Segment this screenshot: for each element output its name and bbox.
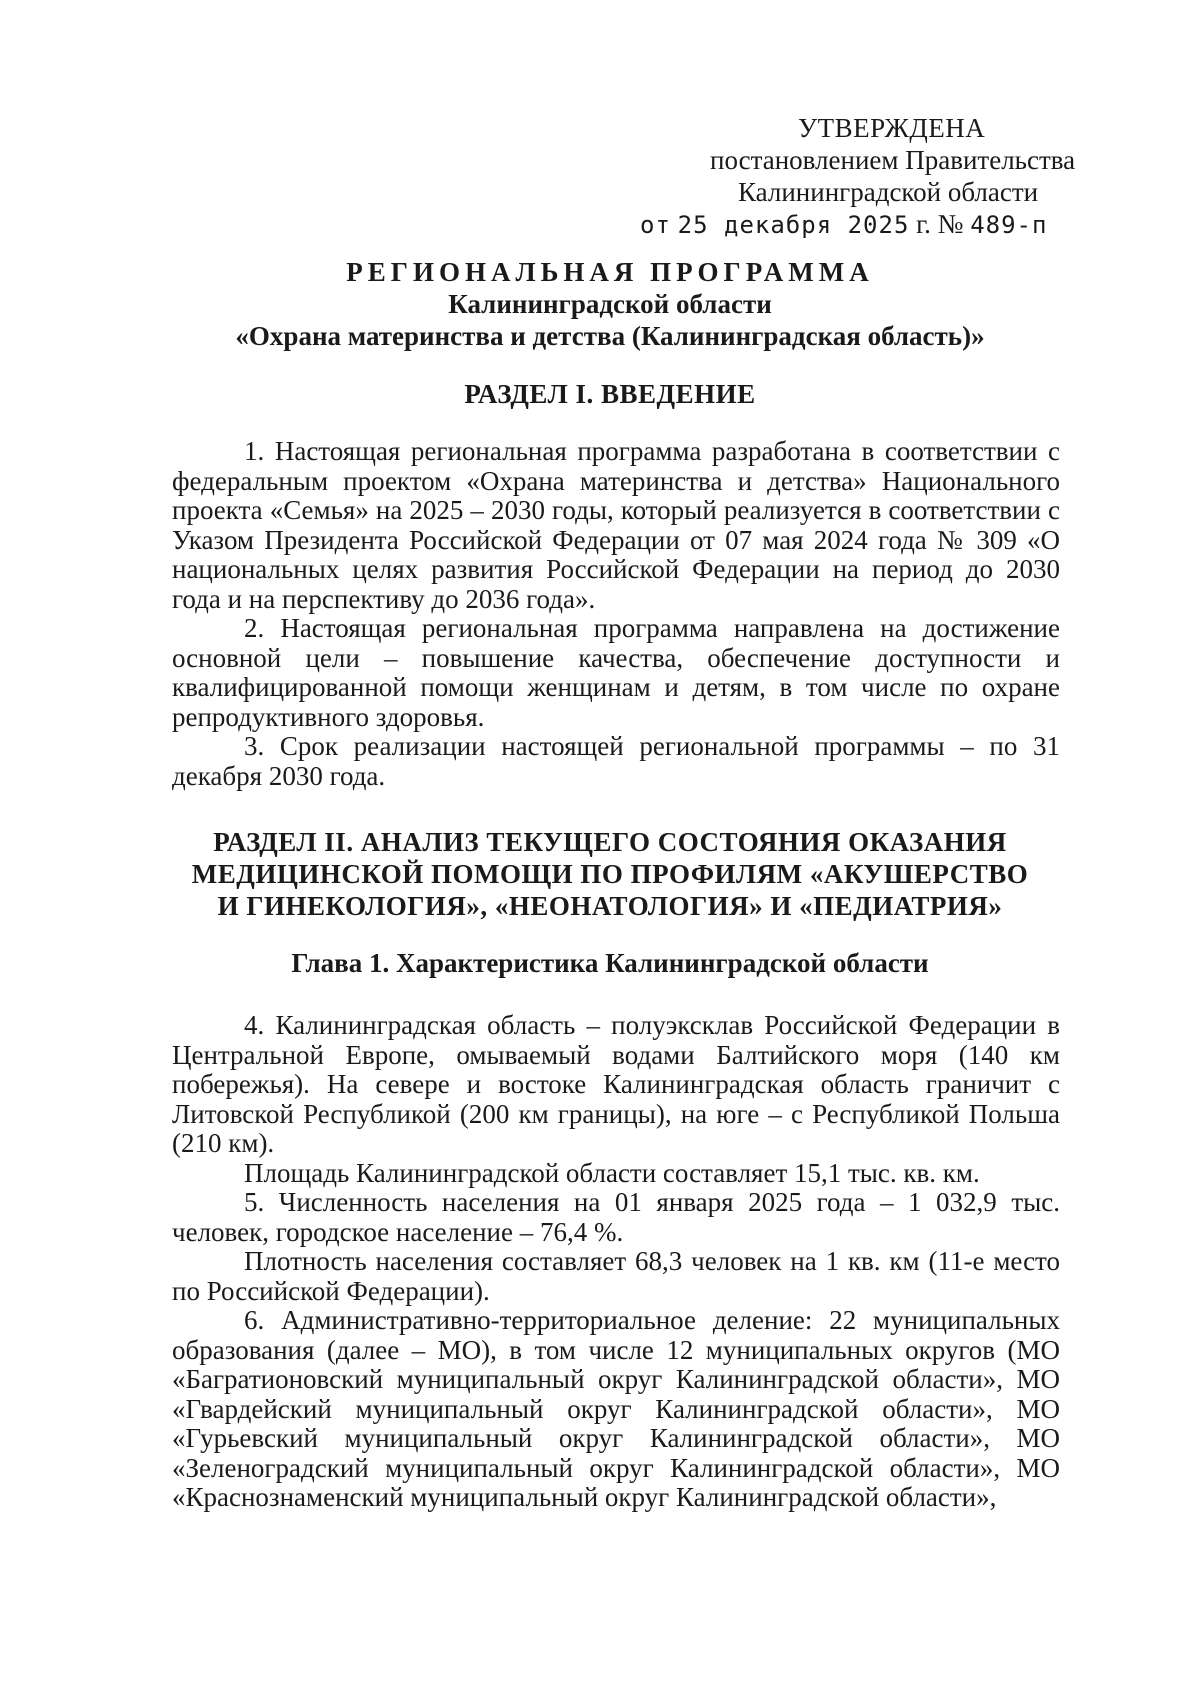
program-subtitle: Калининградской области [448,289,772,319]
approval-date-prefix: от [640,211,671,239]
approval-title: УТВЕРЖДЕНА [798,113,986,143]
program-name: «Охрана материнства и детства (Калининградская область)» [235,321,985,351]
program-title: РЕГИОНАЛЬНАЯ ПРОГРАММА [346,257,874,287]
paragraph: 1. Настоящая региональная программа разработана в соответствии с федеральным проектом «Охрана материнства и детства» Национального проекта «Семья» на 2025 – 2030 годы, который реализуется в соответствии с Указом Президента Российской Федерации от 07 мая 2024 года № 309 «О национальных целях развития Российской Федерации на период до 2030 года и на перспективу до 2036 года». [172,436,1060,614]
section-2-title-line-1: РАЗДЕЛ II. АНАЛИЗ ТЕКУЩЕГО СОСТОЯНИЯ ОКАЗАНИЯ [213,827,1007,857]
section-1-body [172,437,1060,791]
paragraph: 2. Настоящая региональная программа направлена на достижение основной цели – повышение качества, обеспечение доступности и квалифицированной помощи женщинам и детям, в том числе по охране репродуктивного здоровья. [172,613,1060,732]
section-2-title-line-2: МЕДИЦИНСКОЙ ПОМОЩИ ПО ПРОФИЛЯМ «АКУШЕРСТВО [191,859,1029,889]
approval-date-suffix: г. № [916,209,964,239]
paragraph: 5. Численность населения на 01 января 2025 года – 1 032,9 тыс. человек, городское население – 76,4 %. [172,1187,1060,1247]
section-2-title-line-3: И ГИНЕКОЛОГИЯ», «НЕОНАТОЛОГИЯ» И «ПЕДИАТРИЯ» [217,891,1003,921]
approval-number: 489-п [970,211,1048,239]
approval-date: 25 декабря 2025 [677,211,910,239]
approval-region: Калининградской области [738,177,1039,207]
approval-block [640,112,1120,241]
approval-date-line [640,208,1120,241]
approval-resolution: постановлением Правительства [710,145,1076,175]
paragraph: Плотность населения составляет 68,3 человек на 1 кв. км (11-е место по Российской Федерации). [172,1246,1060,1306]
chapter-1-body [172,1011,1060,1513]
section-1-title: РАЗДЕЛ I. ВВЕДЕНИЕ [464,379,756,409]
paragraph: 3. Срок реализации настоящей региональной программы – по 31 декабря 2030 года. [172,731,1060,791]
paragraph: 4. Калининградская область – полуэксклав Российской Федерации в Центральной Европе, омываемый водами Балтийского моря (140 км побережья). На севере и востоке Калининградская область граничит с Литовской Республикой (200 км границы), на юге – с Республикой Польша (210 км). [172,1010,1060,1158]
chapter-1-title: Глава 1. Характеристика Калининградской области [291,948,929,978]
paragraph: Площадь Калининградской области составляет 15,1 тыс. кв. км. [244,1157,980,1188]
paragraph: 6. Административно-территориальное деление: 22 муниципальных образования (далее – МО), в том числе 12 муниципальных округов (МО «Багратионовский муниципальный округ Калининградской области», МО «Гвардейский муниципальный округ Калининградской области», МО «Гурьевский муниципальный округ Калининградской области», МО «Зеленоградский муниципальный округ Калининградской области», МО «Краснознаменский муниципальный округ Калининградской области», [172,1305,1060,1512]
